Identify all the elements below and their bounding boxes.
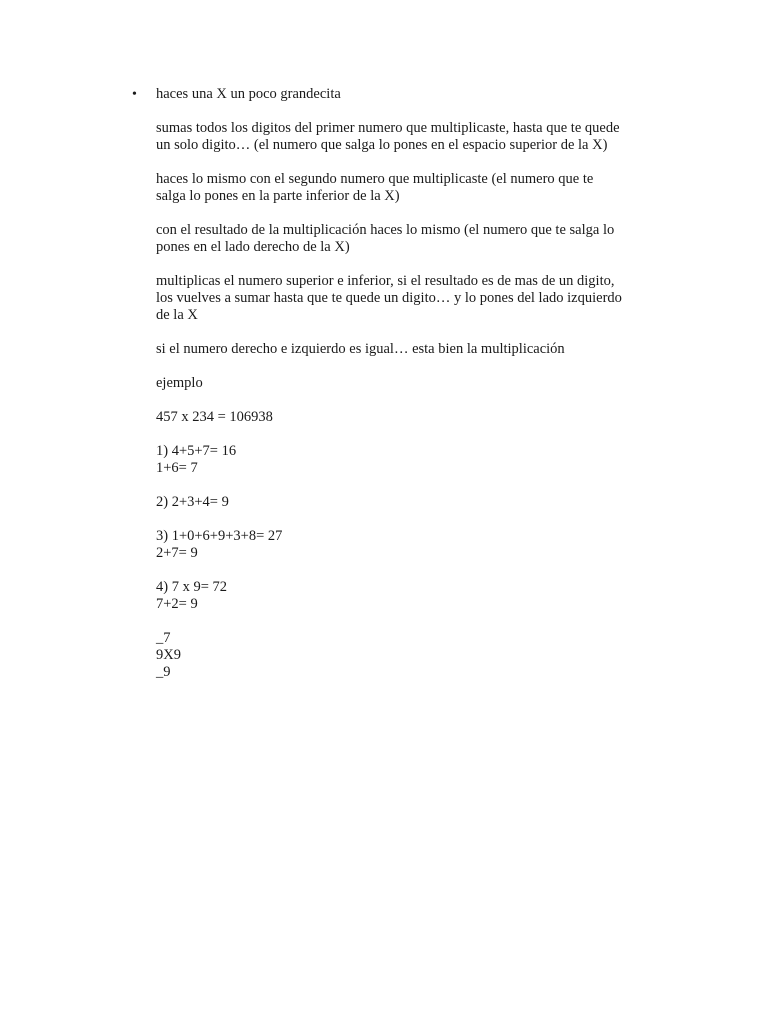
paragraph	[156, 409, 676, 426]
document-body	[156, 86, 676, 698]
paragraph	[156, 120, 676, 154]
text-line: 9X9	[156, 647, 181, 663]
text-line: _7	[156, 630, 171, 646]
text-line: los vuelves a sumar hasta que te quede un digito… y lo pones del lado izquierdo	[156, 290, 622, 306]
text-line: pones en el lado derecho de la X)	[156, 239, 350, 255]
paragraph	[156, 273, 676, 324]
text-line: ejemplo	[156, 375, 203, 391]
text-line: haces lo mismo con el segundo numero que multiplicaste (el numero que te	[156, 171, 594, 187]
text-line: salga lo pones en la parte inferior de la X)	[156, 188, 400, 204]
paragraph	[156, 494, 676, 511]
text-line: 1) 4+5+7= 16	[156, 443, 237, 459]
text-line: multiplicas el numero superior e inferior, si el resultado es de mas de un digito,	[156, 273, 615, 289]
text-line: 3) 1+0+6+9+3+8= 27	[156, 528, 283, 544]
text-line: haces una X un poco grandecita	[156, 86, 341, 102]
text-line: con el resultado de la multiplicación haces lo mismo (el numero que te salga lo	[156, 222, 615, 238]
paragraph	[156, 579, 676, 613]
paragraph	[156, 86, 676, 103]
paragraph	[156, 222, 676, 256]
paragraph	[156, 443, 676, 477]
text-line: 2) 2+3+4= 9	[156, 494, 229, 510]
text-line: 4) 7 x 9= 72	[156, 579, 228, 595]
paragraph	[156, 341, 676, 358]
text-line: 457 x 234 = 106938	[156, 409, 273, 425]
bullet-marker: •	[132, 87, 137, 102]
paragraph	[156, 171, 676, 205]
text-line: 7+2= 9	[156, 596, 198, 612]
paragraph	[156, 630, 676, 681]
text-line: sumas todos los digitos del primer numero que multiplicaste, hasta que te quede	[156, 120, 620, 136]
paragraph	[156, 375, 676, 392]
text-line: _9	[156, 664, 171, 680]
text-line: si el numero derecho e izquierdo es igual… esta bien la multiplicación	[156, 341, 565, 357]
text-line: de la X	[156, 307, 198, 323]
paragraph	[156, 528, 676, 562]
text-line: 2+7= 9	[156, 545, 198, 561]
text-line: 1+6= 7	[156, 460, 198, 476]
text-line: un solo digito… (el numero que salga lo pones en el espacio superior de la X)	[156, 137, 608, 153]
